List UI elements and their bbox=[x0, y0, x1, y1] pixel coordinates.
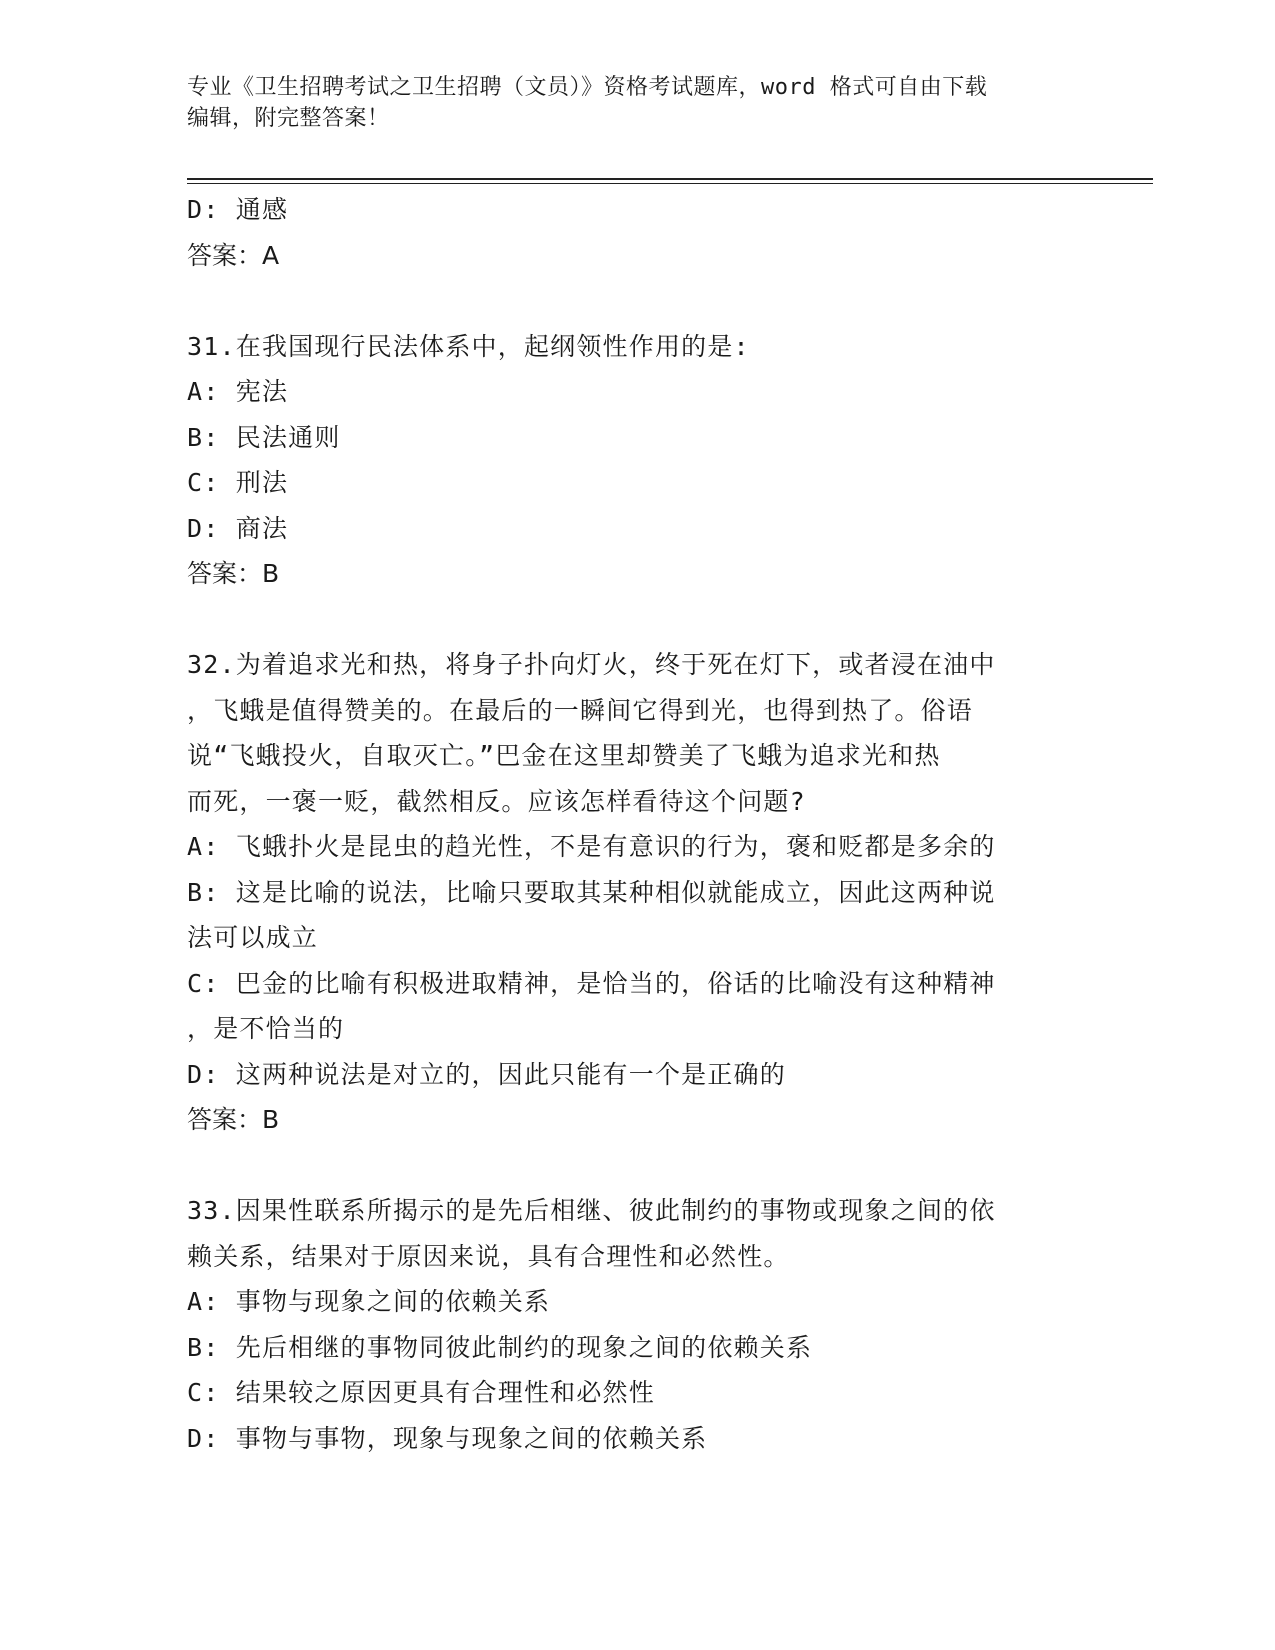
spacer bbox=[187, 278, 1087, 324]
question-32 bbox=[187, 642, 1087, 1143]
question-stem-line: 说“飞蛾投火，自取灭亡。”巴金在这里却赞美了飞蛾为追求光和热 bbox=[187, 741, 941, 770]
question-stem-line: 赖关系，结果对于原因来说，具有合理性和必然性。 bbox=[187, 1241, 790, 1271]
question-stem-line: ，飞蛾是值得赞美的。在最后的一瞬间它得到光，也得到热了。俗语 bbox=[187, 695, 974, 725]
question-stem-line: 31.在我国现行民法体系中，起纲领性作用的是: bbox=[187, 331, 750, 361]
option-c: C: 刑法 bbox=[187, 468, 289, 497]
answer-line: 答案：A bbox=[187, 240, 280, 270]
question-33 bbox=[187, 1188, 1087, 1461]
question-stem-line: 33.因果性联系所揭示的是先后相继、彼此制约的事物或现象之间的依 bbox=[187, 1196, 996, 1225]
option-b: B: 民法通则 bbox=[187, 422, 341, 452]
spacer bbox=[187, 597, 1087, 643]
option-d: D: 这两种说法是对立的，因此只能有一个是正确的 bbox=[187, 1059, 786, 1089]
option-c: C: 结果较之原因更具有合理性和必然性 bbox=[187, 1378, 655, 1407]
header-divider-thin bbox=[187, 183, 1153, 184]
option-d: D: 事物与事物，现象与现象之间的依赖关系 bbox=[187, 1423, 708, 1453]
option-b: B: 这是比喻的说法，比喻只要取其某种相似就能成立，因此这两种说 bbox=[187, 877, 996, 907]
spacer bbox=[187, 1143, 1087, 1189]
previous-question-tail bbox=[187, 187, 1087, 278]
question-stem-line: 而死，一褒一贬，截然相反。应该怎样看待这个问题? bbox=[187, 786, 806, 816]
question-stem-line: 32.为着追求光和热，将身子扑向灯火，终于死在灯下，或者浸在油中 bbox=[187, 650, 996, 679]
option-b-continued: 法可以成立 bbox=[187, 923, 319, 952]
option-a: A: 事物与现象之间的依赖关系 bbox=[187, 1287, 551, 1316]
question-content bbox=[187, 187, 1087, 1461]
option-b: B: 先后相继的事物同彼此制约的现象之间的依赖关系 bbox=[187, 1332, 813, 1362]
answer-line: 答案：B bbox=[187, 559, 280, 588]
option-d: D: 通感 bbox=[187, 195, 289, 224]
question-31 bbox=[187, 324, 1087, 597]
page-header bbox=[187, 72, 1067, 134]
option-c-continued: ，是不恰当的 bbox=[187, 1014, 345, 1043]
answer-line: 答案：B bbox=[187, 1105, 280, 1134]
option-c: C: 巴金的比喻有积极进取精神，是恰当的，俗话的比喻没有这种精神 bbox=[187, 968, 996, 998]
header-line-1: 专业《卫生招聘考试之卫生招聘（文员）》资格考试题库，word 格式可自由下载 bbox=[187, 75, 988, 100]
option-a: A: 宪法 bbox=[187, 377, 289, 406]
header-line-2: 编辑，附完整答案！ bbox=[187, 106, 390, 131]
option-d: D: 商法 bbox=[187, 513, 289, 543]
header-divider-thick bbox=[187, 178, 1153, 180]
option-a: A: 飞蛾扑火是昆虫的趋光性，不是有意识的行为，褒和贬都是多余的 bbox=[187, 832, 996, 861]
